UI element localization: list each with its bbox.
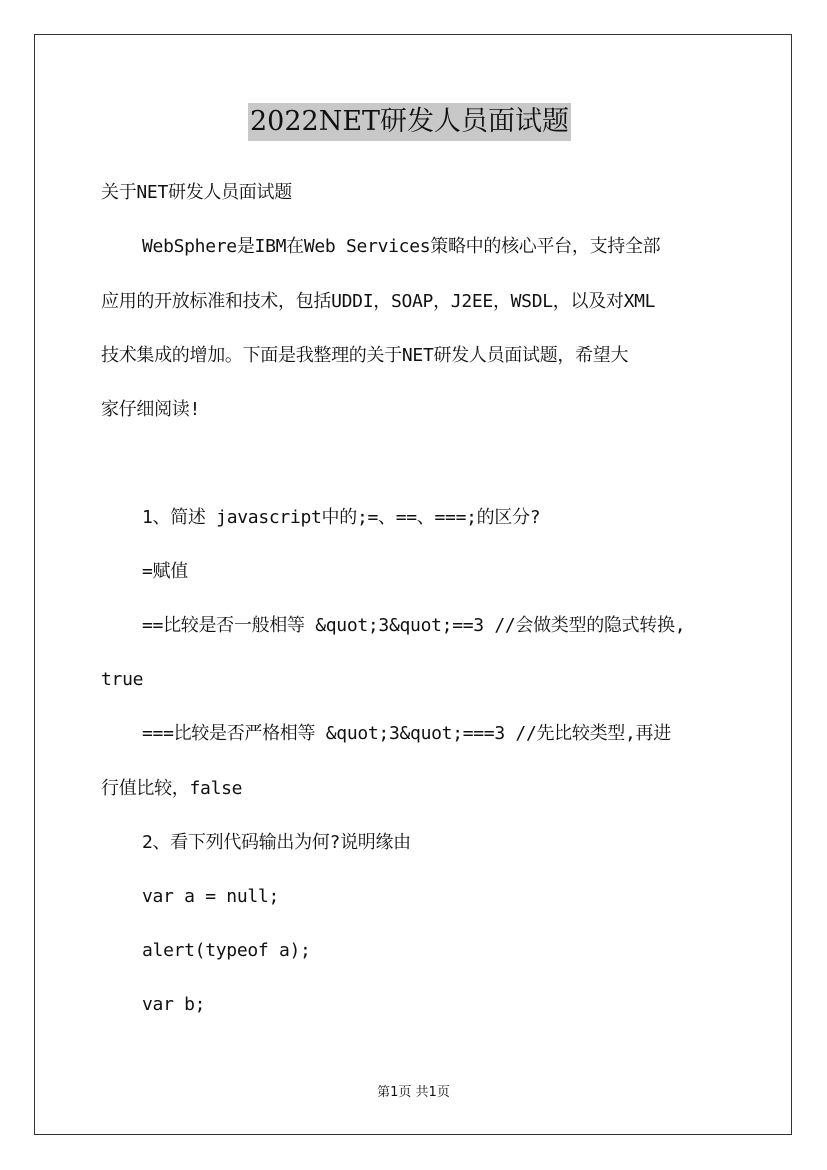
paragraph-line: 1、简述 javascript中的;=、==、===;的区分? [142, 507, 541, 528]
paragraph-line: =赋值 [142, 561, 188, 582]
paragraph-line: 应用的开放标准和技术，包括UDDI，SOAP，J2EE，WSDL，以及对XML [101, 291, 656, 312]
paragraph-line: 行值比较，false [101, 778, 243, 799]
page-footer: 第1页 共1页 [377, 1085, 450, 1100]
paragraph-line: true [101, 669, 144, 690]
paragraph-line: 家仔细阅读! [101, 399, 201, 420]
code-line: alert(typeof a); [142, 940, 311, 961]
document-title: 2022NET研发人员面试题 [248, 103, 571, 141]
paragraph-line: WebSphere是IBM在Web Services策略中的核心平台，支持全部 [142, 236, 661, 257]
paragraph-line: ==比较是否一般相等 &quot;3&quot;==3 //会做类型的隐式转换, [142, 615, 686, 636]
paragraph-line: 2、看下列代码输出为何?说明缘由 [142, 832, 411, 853]
code-line: var a = null; [142, 886, 279, 907]
paragraph-line: ===比较是否严格相等 &quot;3&quot;===3 //先比较类型,再进 [142, 723, 671, 744]
code-line: var b; [142, 994, 206, 1015]
paragraph-line: 技术集成的增加。下面是我整理的关于NET研发人员面试题，希望大 [101, 345, 629, 366]
paragraph-line: 关于NET研发人员面试题 [101, 182, 292, 203]
